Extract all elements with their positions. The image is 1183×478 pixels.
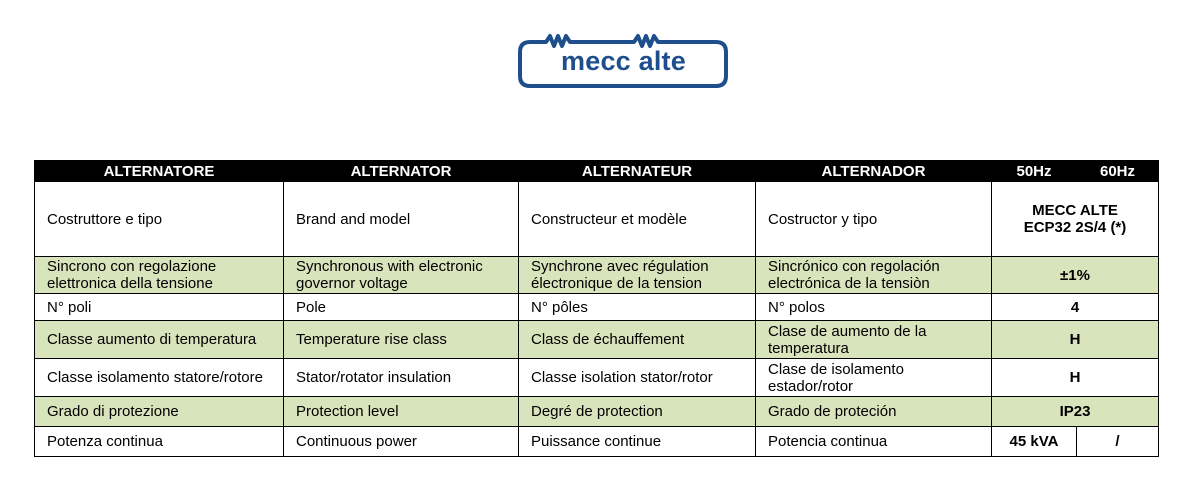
cell-en: Brand and model xyxy=(284,182,519,257)
table-row xyxy=(35,257,1159,294)
cell-fr: Classe isolation stator/rotor xyxy=(519,359,756,397)
table-row xyxy=(35,427,1159,457)
cell-value: MECC ALTE ECP32 2S/4 (*) xyxy=(992,182,1159,257)
cell-value: ±1% xyxy=(992,257,1159,294)
alternator-spec-table xyxy=(34,160,1159,457)
cell-it: N° poli xyxy=(35,294,284,321)
cell-value: 4 xyxy=(992,294,1159,321)
cell-fr: N° pôles xyxy=(519,294,756,321)
cell-es: Clase de aumento de la temperatura xyxy=(756,321,992,359)
cell-value: H xyxy=(992,321,1159,359)
cell-es: N° polos xyxy=(756,294,992,321)
cell-it: Potenza continua xyxy=(35,427,284,457)
header-alternateur: ALTERNATEUR xyxy=(519,161,756,182)
cell-en: Synchronous with electronic governor voltage xyxy=(284,257,519,294)
cell-value-60hz: / xyxy=(1077,427,1159,457)
cell-es: Potencia continua xyxy=(756,427,992,457)
cell-fr: Synchrone avec régulation électronique de la tension xyxy=(519,257,756,294)
cell-en: Temperature rise class xyxy=(284,321,519,359)
cell-en: Continuous power xyxy=(284,427,519,457)
table-row xyxy=(35,359,1159,397)
header-alternator: ALTERNATOR xyxy=(284,161,519,182)
cell-en: Protection level xyxy=(284,397,519,427)
header-alternatore: ALTERNATORE xyxy=(35,161,284,182)
table-row xyxy=(35,397,1159,427)
table-row xyxy=(35,294,1159,321)
table-row xyxy=(35,321,1159,359)
cell-es: Sincrónico con regolación electrónica de la tensiòn xyxy=(756,257,992,294)
logo-wordmark: mecc alte xyxy=(561,46,686,76)
cell-it: Classe aumento di temperatura xyxy=(35,321,284,359)
table-row xyxy=(35,182,1159,257)
cell-fr: Puissance continue xyxy=(519,427,756,457)
cell-value: H xyxy=(992,359,1159,397)
header-60hz: 60Hz xyxy=(1077,161,1159,182)
cell-value-50hz: 45 kVA xyxy=(992,427,1077,457)
cell-it: Sincrono con regolazione elettronica della tensione xyxy=(35,257,284,294)
mecc-alte-logo xyxy=(516,32,731,88)
cell-es: Grado de proteción xyxy=(756,397,992,427)
cell-fr: Degré de protection xyxy=(519,397,756,427)
cell-en: Stator/rotator insulation xyxy=(284,359,519,397)
header-row xyxy=(35,161,1159,182)
cell-en: Pole xyxy=(284,294,519,321)
cell-fr: Constructeur et modèle xyxy=(519,182,756,257)
cell-es: Costructor y tipo xyxy=(756,182,992,257)
cell-it: Grado di protezione xyxy=(35,397,284,427)
cell-value: IP23 xyxy=(992,397,1159,427)
header-50hz: 50Hz xyxy=(992,161,1077,182)
cell-it: Classe isolamento statore/rotore xyxy=(35,359,284,397)
cell-it: Costruttore e tipo xyxy=(35,182,284,257)
cell-es: Clase de isolamento estador/rotor xyxy=(756,359,992,397)
cell-fr: Class de échauffement xyxy=(519,321,756,359)
header-alternador: ALTERNADOR xyxy=(756,161,992,182)
